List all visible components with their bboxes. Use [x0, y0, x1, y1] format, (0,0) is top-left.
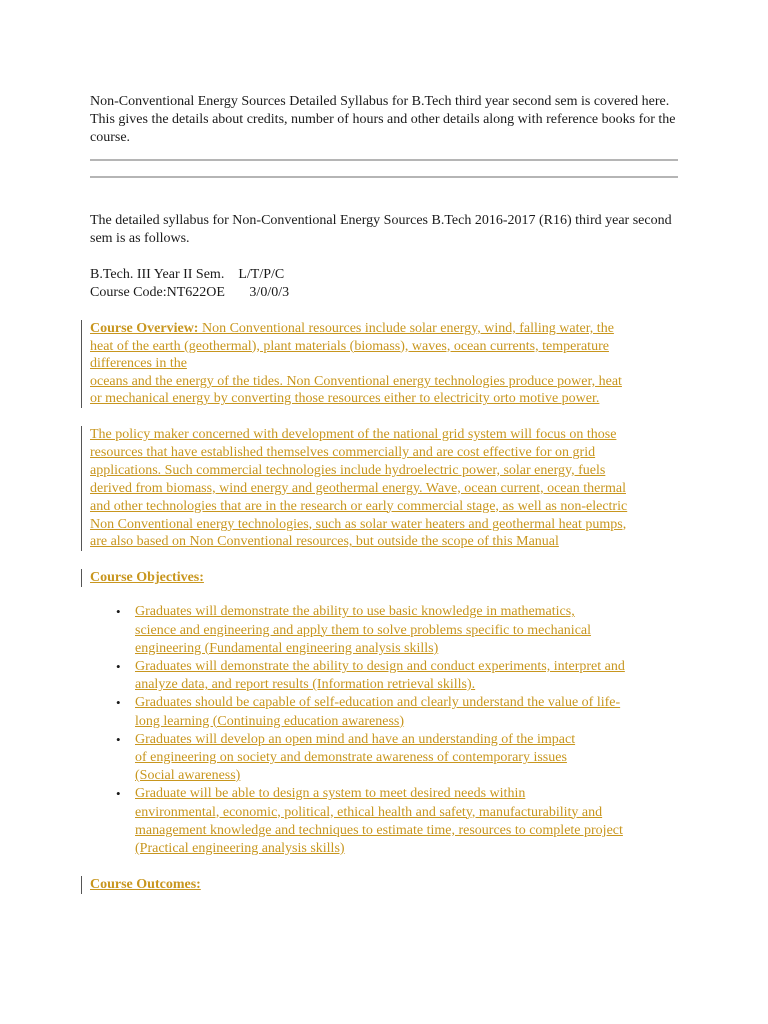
- course-info: [90, 266, 680, 302]
- overview-line: or mechanical energy by converting those resources either to electricity orto motive power.: [90, 391, 600, 407]
- overview-line: Course Overview: Non Conventional resources include solar energy, wind, falling water, the: [90, 321, 614, 336]
- overview-line: oceans and the energy of the tides. Non Conventional energy technologies produce power, heat: [90, 373, 622, 389]
- outcomes-heading: Course Outcomes:: [90, 876, 680, 894]
- syllabus-intro-paragraph: The detailed syllabus for Non-Conventional Energy Sources B.Tech 2016-2017 (R16) third year second sem is as follows.: [90, 213, 672, 246]
- bullet-icon: •: [116, 731, 121, 747]
- overview-line: differences in the: [90, 356, 187, 372]
- document-page: [90, 93, 680, 894]
- horizontal-divider: [90, 159, 678, 161]
- list-item: • Graduate will be able to design a system to meet desired needs within environmental, economic, political, ethical health and safety, manufacturability and management knowledge and techniques to estimate time, resources to complete project (Practical engineering analysis skills): [116, 786, 623, 856]
- bullet-icon: •: [116, 695, 121, 711]
- policy-paragraph: The policy maker concerned with development of the national grid system will focus on those resources that have established themselves commercially and are cost effective for on grid applications. Such commercial technologies include hydroelectric power, solar energy, fuels derived from biomass, wind energy and geothermal energy. Wave, ocean current, ocean thermal and other technologies that are in the research or early commercial stage, as well as non-electric Non Conventional energy technologies, such as solar water heaters and geothermal heat pumps, are also based on Non Conventional resources, but outside the scope of this Manual: [90, 426, 680, 551]
- list-item: • Graduates will develop an open mind and have an understanding of the impact of engineering on society and demonstrate awareness of contemporary issues (Social awareness): [116, 731, 576, 784]
- overview-label: Course Overview:: [90, 321, 199, 336]
- overview-line: heat of the earth (geothermal), plant materials (biomass), waves, ocean currents, temperature: [90, 338, 609, 354]
- list-item: • Graduates should be capable of self-education and clearly understand the value of life- long learning (Continuing education awareness): [116, 695, 621, 729]
- objectives-list: [90, 603, 680, 858]
- bullet-icon: •: [116, 658, 121, 674]
- bullet-icon: •: [116, 786, 121, 802]
- course-overview-section: [90, 320, 680, 408]
- list-item: • Graduates will demonstrate the ability to design and conduct experiments, interpret and analyze data, and report results (Information retrieval skills).: [116, 658, 625, 693]
- course-year-credits: B.Tech. III Year II Sem. L/T/P/C: [90, 267, 285, 282]
- course-code: Course Code:NT622OE 3/0/0/3: [90, 285, 290, 300]
- list-item: • Graduates will demonstrate the ability to use basic knowledge in mathematics, science and engineering and apply them to solve problems specific to mechanical engineering (Fundamental engineering analysis skills): [116, 604, 592, 656]
- intro-paragraph: Non-Conventional Energy Sources Detailed Syllabus for B.Tech third year second sem is covered here. This gives the details about credits, number of hours and other details along with reference books for the course.: [90, 94, 676, 145]
- horizontal-divider: [90, 176, 678, 178]
- objectives-heading: Course Objectives:: [90, 569, 680, 587]
- bullet-icon: •: [116, 604, 121, 620]
